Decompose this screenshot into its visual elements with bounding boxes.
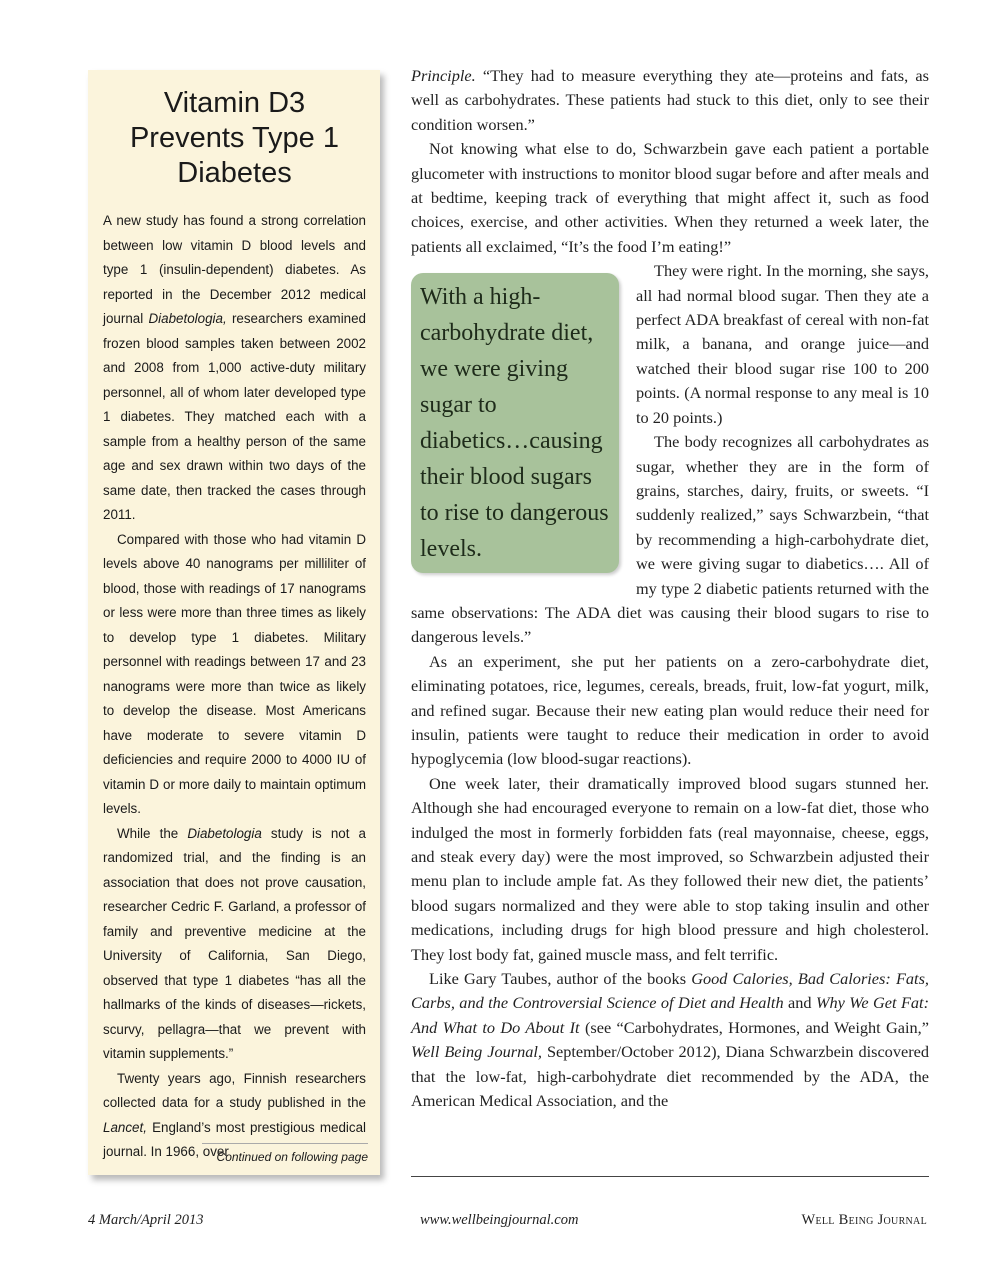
main-paragraph-1: Principle. “They had to measure everything they ate—proteins and fats, as well as carbohydrates. These patients had stuck to this diet, only to see their condition worsen.” bbox=[411, 66, 929, 134]
continued-divider bbox=[202, 1143, 368, 1144]
main-paragraph-5: As an experiment, she put her patients on a zero-carbohydrate diet, eliminating potatoes, rice, legumes, cereals, breads, fruit, low-fat yogurt, milk, and refined sugar. Because their new eating plan would reduce their need for insulin, patients were taught to reduce their medication in order to avoid hypoglycemia (low blood-sugar reactions). bbox=[411, 651, 929, 769]
sidebar-paragraph-1: A new study has found a strong correlation between low vitamin D blood levels and type 1 (insulin-dependent) diabetes. As reported in the December 2012 medical journal Diabetologia, researchers examined frozen blood samples taken between 2002 and 2008 from 1,000 active-duty military personnel, all of whom later developed type 1 diabetes. They matched each with a sample from a healthy person of the same age and sex drawn within two days of the same date, then tracked the cases through 2011. bbox=[103, 213, 367, 522]
main-paragraph-6: One week later, their dramatically improved blood sugars stunned her. Although she had encouraged everyone to remain on a low-fat diet, those who indulged the most in formerly forbidden fats (real mayonnaise, cheese, eggs, and steak every day) were the most improved, so Schwarzbein adjusted their menu plan to include ample fat. As they followed their new diet, the patients’ blood sugars normalized and they were able to stop taking insulin and other medications, including drugs for high blood pressure and high cholesterol. They lost body fat, gained muscle mass, and felt terrific. bbox=[411, 773, 929, 964]
main-paragraph-2: Not knowing what else to do, Schwarzbein gave each patient a portable glucometer with instructions to monitor blood sugar before and after meals and at bedtime, keeping track of everything that might affect it, such as food choices, exercise, and other activities. When they returned a week later, the patients all exclaimed, “It’s the food I’m eating!” bbox=[411, 139, 929, 256]
sidebar-paragraph-3: While the Diabetologia study is not a randomized trial, and the finding is an association that does not prove causation, researcher Cedric F. Garland, a professor of family and preventive medicine at the University of California, San Diego, observed that type 1 diabetes “has all the hallmarks of the kinds of diseases—rickets, scurvy, pellagra—that we prevent with vitamin supplements.” bbox=[103, 825, 366, 1061]
pull-quote: With a high-carbohydrate diet, we were giving sugar to diabetics…causing their blood sugars to rise to dangerous levels. bbox=[411, 273, 619, 573]
main-paragraph-7: Like Gary Taubes, author of the books Good Calories, Bad Calories: Fats, Carbs, and the Controversial Science of Diet and Health and Why We Get Fat: And What to Do About It (see “Carbohydrates, Hormones, and Weight Gain,” Well Being Journal, September/October 2012), Diana Schwarzbein discovered that the low-fat, high-carbohydrate diet recommended by the ADA, the American Medical Association, and the bbox=[411, 969, 929, 1111]
column-bottom-rule bbox=[411, 1176, 929, 1177]
sidebar-paragraph-4: Twenty years ago, Finnish researchers collected data for a study published in the Lancet, England’s most prestigious medical journal. In 1966, over bbox=[103, 1070, 366, 1159]
main-paragraph-4: The body recognizes all carbohydrates as sugar, whether they are in the form of grains, starches, dairy, fruits, or sweets. “I suddenly realized,” says Schwarzbein, “that by recommending a high-carbohydrate diet, we were giving sugar to diabetics…. All of my type 2 diabetic patients returned with the same observations: The ADA diet was causing their blood sugars to rise to dangerous levels.” bbox=[411, 432, 929, 647]
sidebar-paragraph-2: Compared with those who had vitamin D levels above 40 nanograms per milliliter of blood, those with readings of 17 nanograms or less were more than three times as likely to develop type 1 diabetes. Military personnel with readings between 17 and 23 nanograms were more than twice as likely to develop the disease. Most Americans have moderate to severe vitamin D deficiencies and require 2000 to 4000 IU of vitamin D or more daily to maintain optimum levels. bbox=[103, 531, 366, 816]
main-paragraph-3: They were right. In the morning, she says, all had normal blood sugar. Then they ate a perfect ADA breakfast of cereal with non-fat milk, a banana, and orange juice—and watched their blood sugar rise 100 to 200 points. (A normal response to any meal is 10 to 20 points.) bbox=[636, 261, 929, 427]
main-column bbox=[411, 64, 929, 1113]
continued-note: Continued on following page bbox=[216, 1150, 368, 1164]
footer-brand: Well Being Journal bbox=[801, 1212, 927, 1228]
sidebar-box bbox=[88, 70, 380, 1175]
footer-url: www.wellbeingjournal.com bbox=[420, 1212, 579, 1228]
footer-page-date: 4 March/April 2013 bbox=[88, 1212, 204, 1228]
sidebar-title: Vitamin D3 Prevents Type 1 Diabetes bbox=[129, 87, 340, 189]
